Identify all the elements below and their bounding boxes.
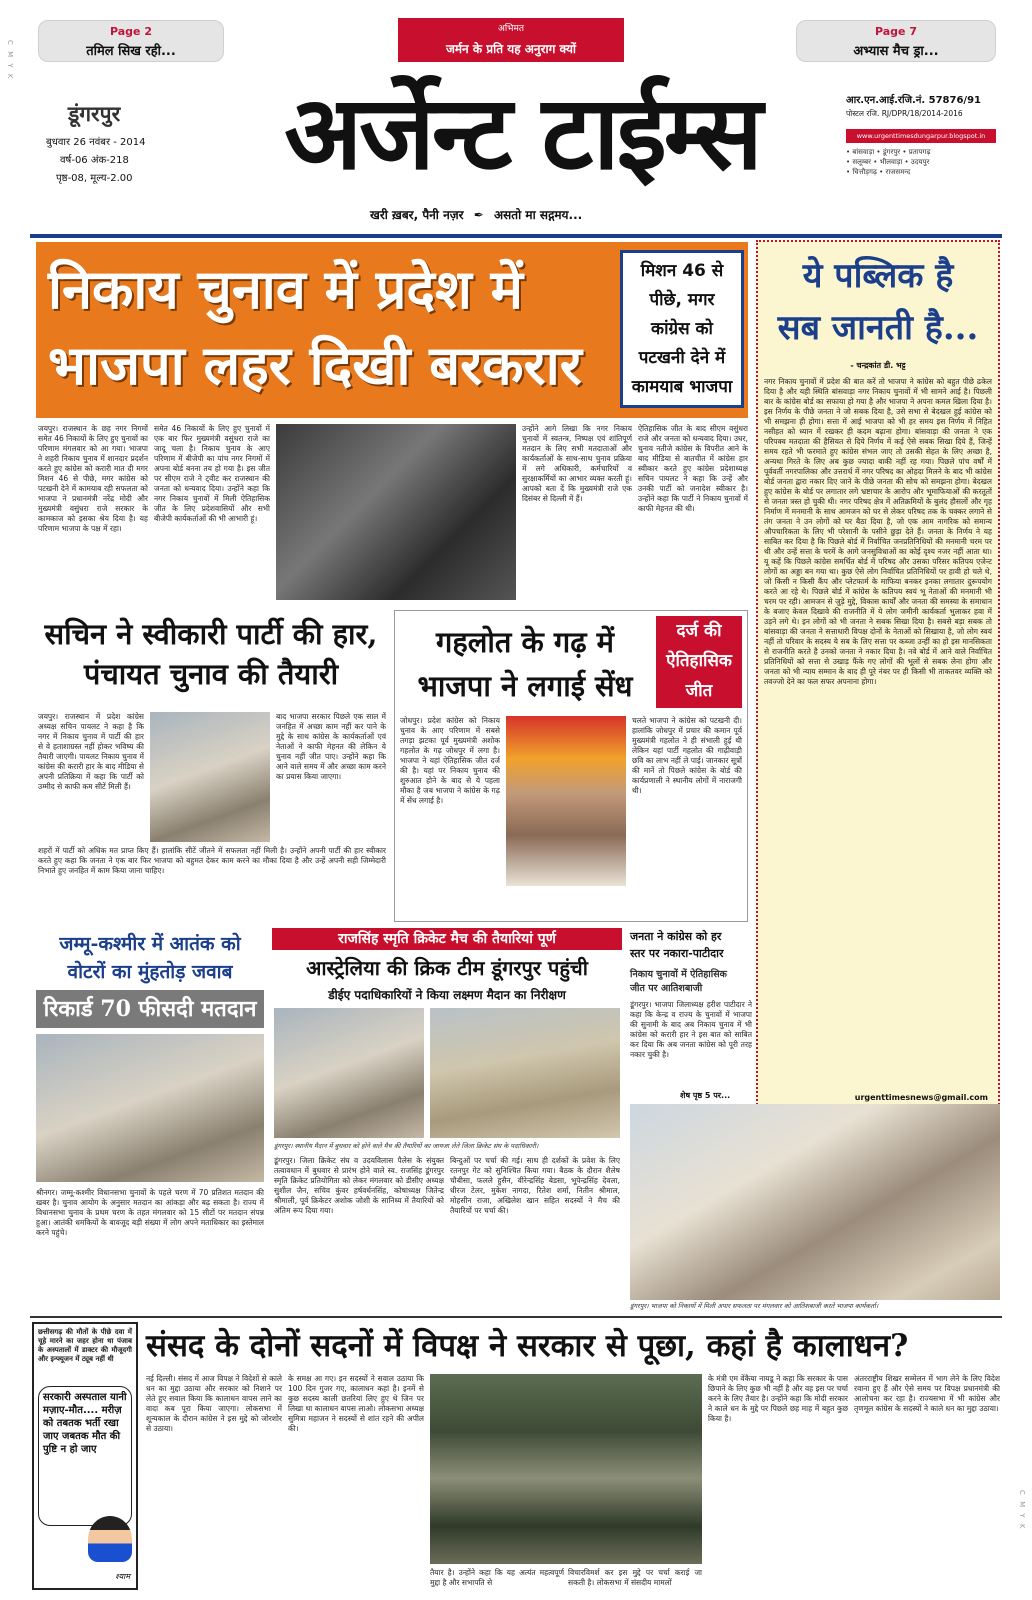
- gehlot-headline: [398, 620, 652, 708]
- cricket-caption: डूंगरपुर। स्थानीय मैदान में बुधवार को होने वाले मैच की तैयारियों का जायजा लेते जिला क्रिकेट संघ के पदाधिकारी।: [274, 1142, 539, 1150]
- cricket-headline: आस्ट्रेलिया की क्रिक टीम डूंगरपुर पहुंची: [306, 956, 588, 980]
- editorial-body: नगर निकाय चुनावों में प्रदेश की बात करें तो भाजपा ने कांग्रेस को बहुत पीछे ढकेल दिया है और यही स्थिति बांसवाड़ा नगर निकाय चुनावों में भी सामने आई है। पिछली बार के कांग्रेस बोर्ड का सफाया हो गया है और भाजपा ने अपना कमल खिला दिया है। इस निर्णय के पीछे जनता ने जो सबक दिया है, उसे सभा से बेदखल हुई कांग्रेस को भी समझना ही होगा। सत्ता में आई भाजपा को भी हर समय इस निर्णय में निहित नसीहत को ध्यान में रखकर ही कदम बढ़ाना होगा। बांसवाड़ा की जनता ने एक परिपक्व मतदाता की हैसियत से दिये निर्णय में कई ऐसे सबक सिखा दिये हैं, जिन्हें समय रहते भी फरमाते हुए कांग्रेस संभल जाए तो उसकी सेहत के लिए अच्छा है, अन्यथा गिरते के लिए अब कुछ ज्यादा बाकी नहीं रह गया। पिछले पांच वर्षों में पूर्ववर्ती नगरपालिका और उत्तरार्ध में नगर परिषद का ओहदा मिलने के बाद भी कांग्रेस बोर्ड जनता द्वारा नकार दिए जाने के पीछे जनता की सोच को समझना होगा। बेदखल हुए कांग्रेस के बोर्ड पर लगातार लगे भ्रष्टाचार के आरोप और भूमाफियाओं की करतूतों से जनता त्रस्त हो चुकी थी। नगर परिषद क्षेत्र में अतिक्रमियों के बुलंद हौसलों और गृह निर्माण में मनमानी के साथ आमजन को घर से लेकर परिषद तक के चक्कर लगाने से तंग जनता ने उन लोगों को घर बैठा दिया है, जो एक आम नागरिक को समान्य औपचारिकता के लिए भी परेशानी के पसीने छुड़ा देते हैं। जनता के निर्णय ने यह साबित कर दिया है कि पिछले बोर्ड में निर्वाचित जनप्रतिनिधियों की मनमानी चरम पर थी और उन्हें सत्ता के चरमें के आगे जनसुविधाओं का कोई दृश्य नजर नहीं आता था। यू कहें कि पिछले कांग्रेस समर्थित बोर्ड में परिषद और उसका परिसर कतिपय एजेन्ट लोगों का अड्डा बन गया था। कुछ ऐसे लोग निर्वाचित प्रतिनिधियों पर हावी हो चले थे, जो किसी न किसी कैंप और प्लेटफार्म के माफिया बनकर इनका लगातार दुरूपयोग करते आ रहे थे। पिछले बोर्ड में कांग्रेस के कतिपय स्वयं भू नेताओं की मनमानी भी चरम पर रही। आमजन से जुड़े मुद्दे, विकास कार्यों और जनता की समस्या के समाधान के बजाए केवल दिखावे की राजनीति में ये लोग जमीनी कार्यकर्ता भुलाकर हवा में उड़ने लगे थे। इन लोगों को भी जनता ने सबक सिखा दिया है। सबसे बड़ा सबक तो बांसवाड़ा की जनता ने सत्ताधारी विपक्ष दोनों के नेताओं को सिखाया है, जो लोग स्वयं नहीं तो परिवार के सदस्य ये सब के लिए सत्ता पर कब्जा उन्हीं का हो इस मानसिकता से राजनीति करते है उनको जनता ने नकार दिया है। नवे बोर्ड में आने वाले निर्वाचित प्रतिनिधियों को सत्ता से उखाड़ फैंके गए लोगों की भूलों से सबक लेना होगा और जनता को भी न्याय सम्मान के बाद ही पूरे नंबर पर ही किसी भी ताकतवर व्यक्ति को तवज्जो देने का फल सफर अपनाना होगा।: [764, 377, 992, 686]
- sachin-headline: [36, 614, 386, 694]
- teaser-center-text: जर्मन के प्रति यह अनुराग क्यों: [445, 42, 577, 56]
- sachin-col-2: बाद भाजपा सरकार पिछले एक साल में जनहित में अच्छा काम नहीं कर पाने के मुद्दे के साथ कांग्रेस के कार्यकर्ताओं एवं नेताओं ने काफी मेहनत की लेकिन ये चुनाव नहीं जीत पाए। उन्होंने कहा कि आने वाले समय में और अच्छा काम करने का प्रयास किया जाएगा।: [276, 712, 386, 781]
- gehlot-tag-3: जीत: [685, 681, 713, 701]
- masthead-city: डूंगरपुर: [68, 101, 121, 126]
- congress-headline-2: स्तर पर नकारा-पाटीदार: [630, 947, 724, 960]
- masthead-date: बुधवार 26 नवंबर - 2014: [46, 137, 146, 148]
- edition-item: डूंगरपुर: [882, 148, 901, 156]
- lead-col-1: जयपुर। राजस्थान के छह नगर निगमों समेत 46 निकायों के लिए हुए चुनावों का परिणाम मंगलवार को आ गया। भाजपा ने शहरी निकाय चुनाव में शानदार प्रदर्शन करते हुए कांग्रेस को करारी मात दी मगर मिशन 46 से पीछे, मगर कांग्रेस को पटखनी देने में कामयाब रही सफलता को भाजपा ने प्रधानमंत्री नरेंद्र मोदी और मुख्यमंत्री वसुंधरा राजे सरकार के कामकाज को इसका श्रेय दिया है। यह परिणाम भाजपा के पक्ष में रहा।: [38, 424, 148, 533]
- lead-col-3: उन्होंने आगे लिखा कि नगर निकाय चुनावों में स्वतन्त्र, निष्पक्ष एवं शांतिपूर्ण मतदान के लिए सभी मतदाताओं और कार्यकर्ताओं के साथ-साथ चुनाव प्रक्रिया में लगे अधिकारी, कर्मचारियों व सुरक्षाकर्मियों का आभार व्यक्त करती हूं। आपको बता दें कि मुख्यमंत्री राजे एक दिसंबर से दिल्ली में हैं।: [522, 424, 632, 503]
- teaser-right[interactable]: [796, 20, 996, 62]
- congress-continued[interactable]: शेष पृष्ठ 5 पर...: [680, 1091, 731, 1100]
- teaser-right-page: Page 7: [874, 25, 917, 38]
- jk-headline: [36, 930, 264, 986]
- gehlot-tag-1: दर्ज की: [676, 621, 722, 641]
- parliament-col-1: नई दिल्ली। संसद में आज विपक्ष ने विदेशों से काले धन का मुद्दा उठाया और सरकार को निशाने पर लेते हुए सवाल किया कि कालाधन वापस लाने का वादा कब पूरा किया जाएगा। लोकसभा में शून्यकाल के दौरान कांग्रेस ने इस मुद्दे को जोरशोर से उठाया।: [146, 1374, 282, 1433]
- lead-col-2: समेत 46 निकायों के लिए हुए चुनावों में एक बार फिर मुख्यमंत्री वसुंधरा राजे का जादू चला है। निकाय चुनाव के आए परिणाम में बीजेपी का पांच नगर निगमों में अपना बोर्ड बनना तय हो गया है। इस जीत पर सीएम राजे ने ट्वीट कर राजस्थान की जनता को धन्यवाद दिया। उन्होंने कहा कि नगर निकाय चुनावों में मिली ऐतिहासिक जीत के लिए प्रदेशवासियों और सभी बीजेपी कार्यकर्ताओं की भी आभारी हूं।: [154, 424, 270, 523]
- sachin-col-3: शहरों में पार्टी को अधिक मत प्राप्त किए हैं। हालांकि सीटें जीतने में सफलता नहीं मिली है। उन्होंने अपनी पार्टी की हार स्वीकार करते हुए कहा कि जनता ने एक बार फिर भाजपा को बहुमत देकर काम करने का मौका दिया है और उन्हें अपनी सही जिम्मेदारी निभाते हुए जनहित में काम किया जाना चाहिए।: [38, 846, 386, 875]
- cartoon-speech-bubble: सरकारी अस्पताल यानी मज़ाए-मौत.... मरीज़ को तबतक भर्ती रखा जाए जबतक मौत की पुष्टि न हो जाए: [38, 1386, 132, 1526]
- congress-sub-2: जीत पर आतिशबाजी: [630, 983, 703, 994]
- cricket-col-1: डूंगरपुर। जिला क्रिकेट संघ व उदयविलास पैलेस के संयुक्त तत्वावधान में बुधवार से प्रारंभ होने वाले स्व. राजसिंह डूंगरपुर स्मृति क्रिकेट प्रतियोगिता को लेकर मंगलवार को डीसीए अध्यक्ष सुशील जैन, सचिव कुंवर हर्षवर्धनसिंह, कोषाध्यक्ष जितेन्द्र श्रीमाली, पूर्व क्रिकेटर अशोक जोशी के सानिध्य में तैयारियों को अंतिम रूप दिया गया।: [274, 1156, 444, 1215]
- teaser-left[interactable]: [38, 20, 224, 62]
- edition-item: उदयपुर: [910, 158, 930, 166]
- masthead-rule: [30, 234, 1002, 238]
- parliament-headline: संसद के दोनों सदनों में विपक्ष ने सरकार से पूछा, कहां है कालाधन?: [146, 1328, 909, 1364]
- sachin-headline-1: सचिन ने स्वीकारी पार्टी की हार,: [44, 617, 378, 651]
- jk-headline-1: जम्मू-कश्मीर में आतंक को: [59, 933, 241, 955]
- quill-icon: ✒: [473, 208, 484, 222]
- sidebox-line: कामयाब भाजपा: [631, 377, 733, 397]
- masthead-info-left: [40, 100, 200, 184]
- lead-sidebox: [620, 250, 744, 408]
- masthead-issue: वर्ष-06 अंक-218: [60, 155, 129, 166]
- gehlot-col-1: जोधपुर। प्रदेश कांग्रेस को निकाय चुनाव के आए परिणाम में सबसे तगड़ा झटका पूर्व मुख्यमंत्री अशोक गहलोत के गढ़ जोधपुर में लगा है। भाजपा ने यहां ऐतिहासिक जीत दर्ज की है। यहां पर निकाय चुनाव की शुरुआत होने के बाद से ये पहला मौका है जब भाजपा ने कांग्रेस के गढ़ में सेंध लगाई है।: [400, 716, 500, 805]
- lead-headline-1: निकाय चुनाव में प्रदेश में: [48, 258, 523, 321]
- gehlot-headline-1: गहलोत के गढ़ में: [436, 625, 614, 659]
- sidebox-line: कांग्रेस को: [651, 319, 713, 339]
- sidebox-line: पटखनी देने में: [638, 348, 726, 368]
- parliament-photo: [430, 1374, 702, 1564]
- jk-voters-photo: [36, 1034, 264, 1182]
- website-link[interactable]: www.urgenttimesdungarpur.blogspot.in: [846, 129, 996, 143]
- gehlot-tag-2: ऐतिहासिक: [666, 651, 732, 671]
- celebration-photo: [276, 424, 516, 600]
- congress-headline: [630, 928, 752, 962]
- bjp-celebration-caption: डूंगरपुर। भाजपा को निकायों में मिली अपार सफलता पर मंगलवार को आतिशबाजी करते भाजपा कार्यकर्ता।: [630, 1302, 879, 1310]
- bjp-celebration-photo: [630, 1104, 1000, 1300]
- edition-item: भीलवाड़ा: [879, 158, 903, 166]
- sidebox-line: मिशन 46 से: [640, 261, 724, 281]
- cricket-col-2: बिन्दुओं पर चर्चा की गई। साथ ही दर्शकों के प्रवेश के लिए रतनपुर गेट को सुनिश्चित किया गया। बैठक के दौरान शैलेष चौबीसा, फलले हुसैन, वीरेन्द्रसिंह बेडसा, भूपेन्द्रसिंह देवला, धीरज टेलर, मुकेश नागदा, रितेश शर्मा, नितीन श्रीमाल, मोहसीन राजा, अखिलेश खान सहित सदस्यों ने मैच की तैयारियों पर चर्चा की।: [450, 1156, 620, 1215]
- registration-mark-left: C M Y K: [6, 40, 14, 81]
- editorial-title-2: सब जानती है...: [777, 308, 979, 348]
- editions-list: • बांसवाड़ा • डूंगरपुर • प्रतापगढ़ • सलूम्बर • भीलवाड़ा • उदयपुर • चित्तौड़गढ़ • राजसमन्द: [846, 148, 931, 176]
- cartoon-nurse-figure: [88, 1516, 132, 1562]
- section-rule: [30, 1316, 1002, 1318]
- tagline-left: खरी ख़बर, पैनी नज़र: [370, 208, 464, 222]
- parliament-caption-left: तैयार है। उन्होंने कहा कि यह अत्यंत महत्वपूर्ण मुद्दा है और सभापति से: [430, 1568, 564, 1587]
- parliament-col-4: अंतरराष्ट्रीय शिखर सम्मेलन में भाग लेने के लिए विदेश रवाना हुए हैं और ऐसे समय पर विपक्ष प्रधानमंत्री की आलोचना कर रहा है। राज्यसभा में भी कांग्रेस और तृणमूल कांग्रेस के सदस्यों ने काले धन का मुद्दा उठाया।: [854, 1374, 1000, 1413]
- editorial-column: [756, 240, 1000, 1140]
- sidebox-line: पीछे, मगर: [649, 290, 715, 310]
- cricket-photo-2: [430, 1008, 620, 1138]
- edition-item: राजसमन्द: [885, 168, 911, 176]
- jk-headline-2: वोटरों का मुंहतोड़ जवाब: [67, 961, 233, 983]
- sachin-col-1: जयपुर। राजस्थान में प्रदेश कांग्रेस अध्यक्ष सचिन पायलट ने कहा है कि नगर में निकाय चुनाव में पार्टी की हार से वे हताशाग्रस्त नहीं होकर भविष्य की तैयारी जाएगी। पायलट निकाय चुनाव में कांग्रेस की करारी हार के बाद मीडिया से अपनी प्रतिक्रिया में कहा कि पार्टी को उम्मीद से काफी कम सीटें मिली हैं।: [38, 712, 144, 791]
- teaser-left-text: तमिल सिख रही...: [86, 44, 176, 59]
- lead-banner: [36, 242, 748, 418]
- lead-headline-2: भाजपा लहर दिखी बरकरार: [48, 334, 582, 397]
- cricket-bar: राजसिंह स्मृति क्रिकेट मैच की तैयारियां पूर्ण: [272, 928, 622, 950]
- gehlot-tag: [656, 616, 742, 708]
- editorial-title-1: ये पब्लिक है: [802, 256, 954, 296]
- gehlot-photo: [506, 716, 626, 886]
- gehlot-col-2: चलते भाजपा ने कांग्रेस को पटखनी दी। हालांकि जोधपुर में प्रचार की कमान पूर्व मुख्यमंत्री गहलोत ने ही संभाली हुई थी लेकिन यहां पार्टी गहलोत की गाढ़ीवाड़ी छवि का लाभ नहीं ले पाई। जानकार सूत्रों की मानें तो पिछले कांग्रेस के बोर्ड की कार्यप्रणाली ने स्थानीय लोगों में नाराजगी थी।: [632, 716, 742, 795]
- postal-number: पोस्टल रजि. RJ/DPR/18/2014-2016: [846, 109, 963, 118]
- sachin-headline-2: पंचायत चुनाव की तैयारी: [83, 657, 339, 691]
- congress-body: डूंगरपुर। भाजपा जिलाध्यक्ष हरीश पाटीदार ने कहा कि केन्द्र व राज्य के चुनावों में भाजपा की सुनामी के बाद अब निकाय चुनाव में भी कांग्रेस को करारी हार ने इस बात को साबित कर दिया कि अब जनता कांग्रेस को पूरी तरह नकार चुकी है।: [630, 1000, 752, 1059]
- edition-item: चित्तौड़गढ़: [852, 168, 877, 176]
- congress-subhead: [630, 968, 752, 996]
- congress-sub-1: निकाय चुनावों में ऐतिहासिक: [630, 969, 727, 980]
- editorial-byline: - चन्द्रकांत डी. भट्ट: [850, 361, 906, 370]
- cartoon-top-caption: छत्तीसगढ़ की मौतों के पीछे दवा में चूहे मारने का जहर होना था पंजाब के अस्पतालों में डाक्टर की मौजूदगी और इन्फ्यूजन में ट्यूब नहीं थी: [38, 1328, 132, 1363]
- cricket-photo-1: [274, 1008, 424, 1138]
- teaser-right-text: अभ्यास मैच ड्रा...: [853, 44, 939, 59]
- masthead-title: अर्जेन्ट टाईम्स: [284, 73, 760, 193]
- teaser-center[interactable]: [398, 18, 624, 62]
- cartoon-box: [32, 1322, 138, 1590]
- edition-item: प्रतापगढ़: [908, 148, 931, 156]
- edition-item: बांसवाड़ा: [852, 148, 875, 156]
- gehlot-headline-2: भाजपा ने लगाई सेंध: [417, 669, 633, 703]
- jk-band: रिकार्ड 70 फीसदी मतदान: [36, 990, 264, 1028]
- masthead-price: पृष्ठ-08, मूल्य-2.00: [56, 173, 133, 184]
- parliament-col-3: के मंत्री एम वेंकैया नायडू ने कहा कि सरकार के पास छिपाने के लिए कुछ भी नहीं है और वह इस पर चर्चा करने के लिए तैयार है। उन्होंने कहा कि मोदी सरकार ने काले धन के मुद्दे पर पिछले छह माह में बहुत कुछ किया है।: [708, 1374, 848, 1423]
- teaser-center-label: अभिमत: [497, 24, 525, 34]
- rni-number: आर.एन.आई.रजि.नं. 57876/91: [846, 95, 982, 106]
- edition-item: सलूम्बर: [852, 158, 871, 166]
- lead-col-4: ऐतिहासिक जीत के बाद सीएम वसुंधरा राजे और जनता को धन्यवाद दिया। उधर, चुनाव नतीजे कांग्रेस के विपरीत आने के बाद मीडिया से बातचीत में कांग्रेस हार स्वीकार करते हुए कांग्रेस प्रदेशाध्यक्ष सचिन पायलट ने कहा कि उन्हें और उनकी पार्टी को जनादेश स्वीकार है। उन्होंने कहा कि पार्टी ने निकाय चुनावों में काफी मेहनत की थी।: [638, 424, 748, 513]
- registration-mark-right: C M Y K: [1018, 1490, 1026, 1531]
- jk-body: श्रीनगर। जम्मू-कश्मीर विधानसभा चुनावों के पहले चरण में 70 प्रतिशत मतदान की खबर है। चुनाव आयोग के अनुसार मतदान का आंकड़ा और बढ़ सकता है। राज्य में विधानसभा चुनाव के प्रथम चरण के तहत मंगलवार को 15 सीटों पर मतदान संपन्न हुआ। आतंकी धमकियों के बावजूद बड़ी संख्या में लोग अपने मताधिकार का इस्तेमाल करने पहुंचे।: [36, 1188, 264, 1237]
- cricket-subhead: डीईए पदाधिकारियों ने किया लक्ष्मण मैदान का निरीक्षण: [328, 988, 566, 1002]
- cartoon-signature: श्याम: [115, 1572, 130, 1581]
- teaser-left-page: Page 2: [109, 25, 152, 38]
- masthead-info-right: [846, 92, 996, 177]
- congress-headline-1: जनता ने कांग्रेस को हर: [630, 930, 722, 943]
- editorial-email[interactable]: urgenttimesnews@gmail.com: [854, 1093, 988, 1102]
- masthead-tagline: [370, 206, 690, 223]
- parliament-col-2: के समक्ष आ गए। इन सदस्यों ने सवाल उठाया कि 100 दिन गुजर गए, कालाधन कहां है। इनमें से कुछ सदस्य काली छतरियां लिए हुए थे जिन पर लिखा था कालाधन वापस लाओ। लोकसभा अध्यक्ष सुमित्रा महाजन ने सदस्यों से शांत रहने की अपील की।: [288, 1374, 424, 1433]
- parliament-caption-right: विचारविमर्श कर इस मुद्दे पर चर्चा कराई जा सकती है। लोकसभा में संसदीय मामलों: [568, 1568, 702, 1587]
- tagline-right: असतो मा सद्गमय...: [494, 208, 583, 222]
- sachin-photo: [150, 712, 270, 842]
